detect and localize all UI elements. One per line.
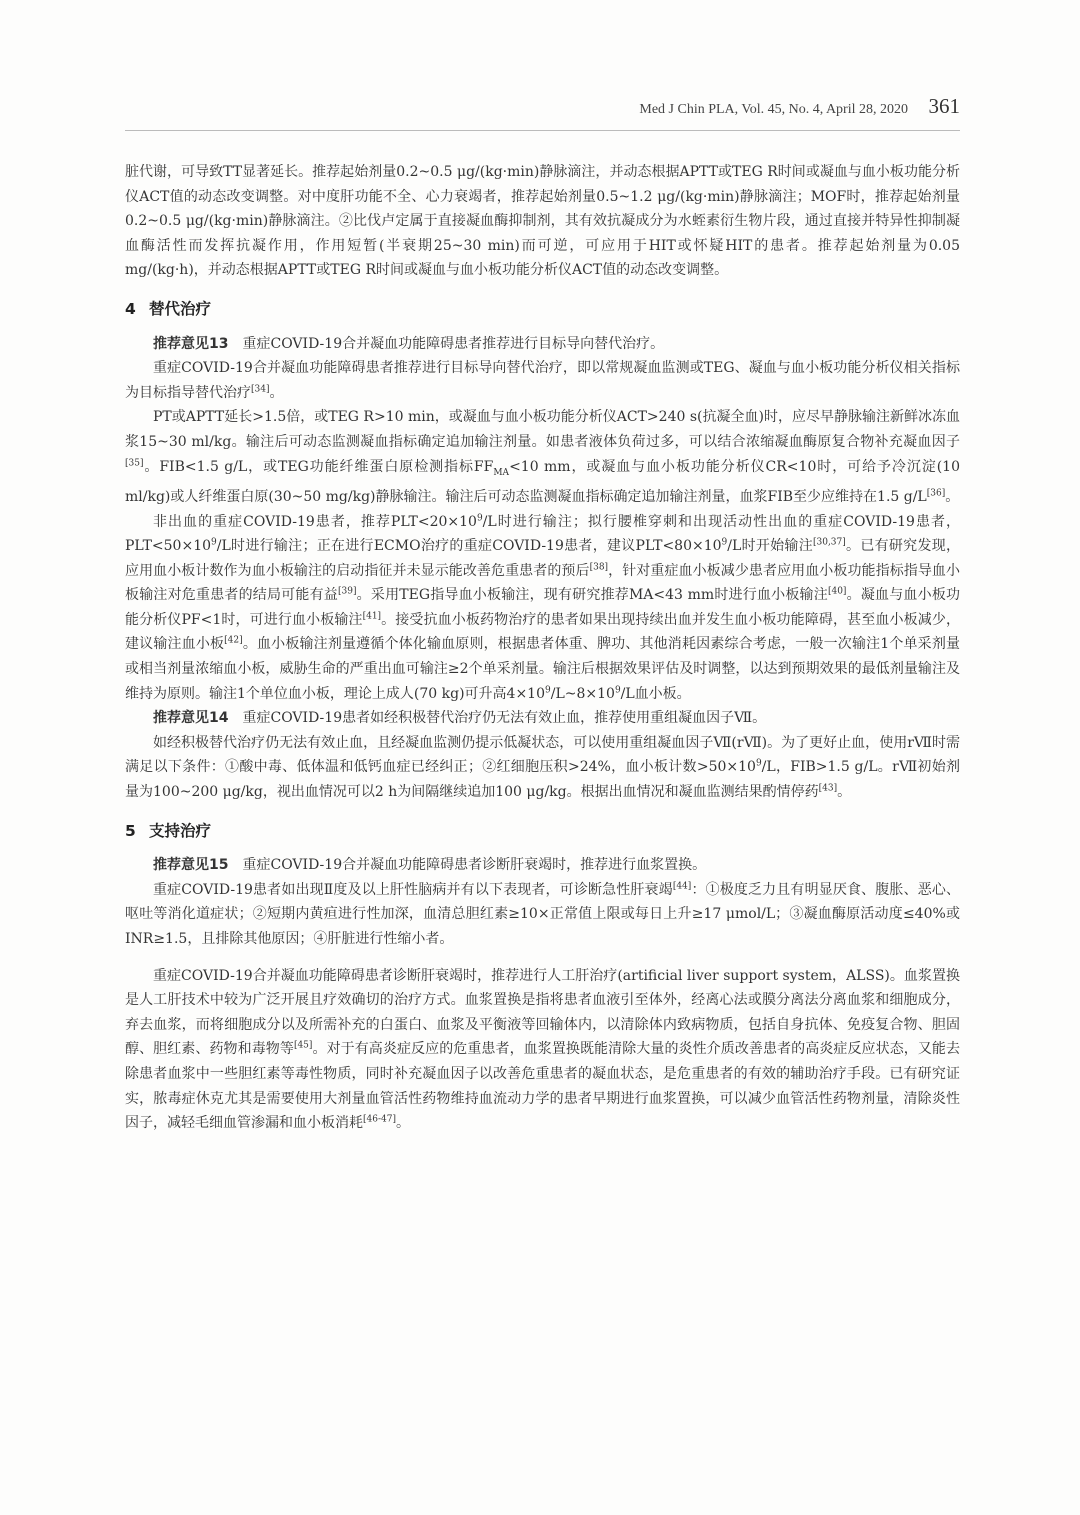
citation: [42] (224, 635, 243, 646)
section-number: 5 (125, 821, 136, 840)
paragraph: 非出血的重症COVID-19患者，推荐$PLT<20\times 10^9/L$时进行输注；拟行腰椎穿刺和出现活动性出血的重症COVID-19患者，$PLT<50\times 10^9/L$时进行输注；正在进行ECMO治疗的重症COVID-19患者，建议$PLT<80\times 10^9/L$时开始输注[30,37]。已有研究发现，应用血小板计数作为血小板输注的启动指征并未显示能改善危重患者的预后[38]，针对重症血小板减少患者应用血小板功能指标指导血小板输注对危重患者的结局可能有益[39]。采用TEG指导血小板输注，现有研究推荐MA<43 mm时进行血小板输注[40]。凝血与血小板功能分析仪PF<1时，可进行血小板输注[41]。接受抗血小板药物治疗的患者如果出现持续出血并发生血小板功能障碍，甚至血小板减少，建议输注血小板[42]。血小板输注剂量遵循个体化输血原则，根据患者体重、脾功、其他消耗因素综合考虑，一般一次输注1个单采剂量或相当剂量浓缩血小板，威胁生命的严重出血可输注≥2个单采剂量。输注后根据效果评估及时调整，以达到预期效果的最低剂量输注及维持为原则。输注1个单位血小板，理论上成人(70 kg)可升高$4\times 10^9/L\sim 8\times 10^9/L$血小板。 (125, 512, 961, 702)
citation: [36] (926, 488, 946, 499)
citation: [44] (672, 881, 692, 892)
section-heading-4 (125, 297, 960, 322)
recommendation-text: 重症COVID-19患者如经积极替代治疗仍无法有效止血，推荐使用重组凝血因子Ⅶ。 (242, 710, 767, 727)
recommendation-label: 推荐意见13 (153, 335, 229, 352)
citation: [39] (337, 586, 357, 597)
citation: [38] (589, 562, 609, 573)
paragraph-continued: 脏代谢，可导致TT显著延长。推荐起始剂量0.2~0.5 μg/(kg·min)静脉滴注，并动态根据APTT或TEG R时间或凝血与血小板功能分析仪ACT值的动态改变调整。对中度肝功能不全、心力衰竭者，推荐起始剂量0.5~1.2 μg/(kg·min)静脉滴注；MOF时，推荐起始剂量0.2~0.5 μg/(kg·min)静脉滴注。②比伐卢定属于直接凝血酶抑制剂，其有效抗凝成分为水蛭素衍生物片段，通过直接并特异性抑制凝血酶活性而发挥抗凝作用，作用短暂(半衰期25~30 min)而可逆，可应用于HIT或怀疑HIT的患者。推荐起始剂量为0.05 mg/(kg·h)，并动态根据APTT或TEG R时间或凝血与血小板功能分析仪ACT值的动态改变调整。 (125, 164, 960, 279)
paragraph: PT或APTT延长>1.5倍，或TEG R>10 min，或凝血与血小板功能分析仪ACT>240 s(抗凝全血)时，应尽早静脉输注新鲜冰冻血浆15~30 ml/kg。输注后可动态监测凝血指标确定追加输注剂量。如患者液体负荷过多，可以结合浓缩凝血酶原复合物补充凝血因子[35]。FIB<1.5 g/L，或TEG功能纤维蛋白原检测指标$FF_{MA}<10$ mm，或凝血与血小板功能分析仪CR<10时，可给予冷沉淀(10 ml/kg)或人纤维蛋白原(30~50 mg/kg)静脉输注。输注后可动态监测凝血指标确定追加输注剂量，血浆FIB至少应维持在1.5 g/L[36]。 (125, 409, 960, 505)
citation: [30,37] (812, 537, 846, 548)
section-title: 替代治疗 (149, 299, 212, 318)
recommendation-14 (125, 706, 960, 731)
section-number: 4 (125, 299, 136, 318)
citation: [43] (818, 783, 838, 794)
recommendation-label: 推荐意见14 (153, 710, 229, 727)
paragraph: 重症COVID-19患者如出现Ⅱ度及以上肝性脑病并有以下表现者，可诊断急性肝衰竭[44]：①极度乏力且有明显厌食、腹胀、恶心、呕吐等消化道症状；②短期内黄疸进行性加深，血清总胆红素≥10×正常值上限或每日上升≥17 μmol/L；③凝血酶原活动度≤40%或INR≥1.5，且排除其他原因；④肝脏进行性缩小者。 (125, 881, 960, 948)
recommendation-13 (125, 332, 960, 357)
page-number: 361 (928, 94, 960, 118)
recommendation-text: 重症COVID-19合并凝血功能障碍患者诊断肝衰竭时，推荐进行血浆置换。 (242, 857, 707, 874)
paragraph: 重症COVID-19合并凝血功能障碍患者诊断肝衰竭时，推荐进行人工肝治疗(artificial liver support system，ALSS)。血浆置换是人工肝技术中较为广泛开展且疗效确切的治疗方式。血浆置换是指将患者血液引至体外，经离心法或膜分离法分离血浆和细胞成分，弃去血浆，而将细胞成分以及所需补充的白蛋白、血浆及平衡液等回输体内，以清除体内致病物质，包括自身抗体、免疫复合物、胆固醇、胆红素、药物和毒物等[45]。对于有高炎症反应的危重患者，血浆置换既能清除大量的炎性介质改善患者的高炎症反应状态，又能去除患者血浆中一些胆红素等毒性物质，同时补充凝血因子以改善危重患者的凝血状态，是危重患者的有效的辅助治疗手段。已有研究证实，脓毒症休克尤其是需要使用大剂量血管活性药物维持血流动力学的患者早期进行血浆置换，可以减少血管活性药物剂量，清除炎性因子，减轻毛细血管渗漏和血小板消耗[46-47]。 (125, 967, 961, 1132)
paragraph: 重症COVID-19合并凝血功能障碍患者推荐进行目标导向替代治疗，即以常规凝血监测或TEG、凝血与血小板功能分析仪相关指标为目标指导替代治疗[34]。 (125, 360, 960, 401)
paragraph: 如经积极替代治疗仍无法有效止血，且经凝血监测仍提示低凝状态，可以使用重组凝血因子Ⅶ(rⅦ)。为了更好止血，使用rⅦ时需满足以下条件：①酸中毒、低体温和低钙血症已经纠正；②红细胞压积>24%，血小板计数$>50\times 10^9/L$，FIB>1.5 g/L。rⅦ初始剂量为100~200 μg/kg，视出血情况可以2 h为间隔继续追加100 μg/kg。根据出血情况和凝血监测结果酌情停药[43]。 (125, 734, 961, 801)
citation: [35] (125, 457, 144, 468)
recommendation-text: 重症COVID-19合并凝血功能障碍患者推荐进行目标导向替代治疗。 (242, 335, 665, 352)
citation: [45] (293, 1040, 313, 1051)
journal-citation: Med J Chin PLA, Vol. 45, No. 4, April 28, 2020 (639, 102, 908, 117)
citation: [46-47] (363, 1114, 396, 1125)
section-title: 支持治疗 (149, 821, 212, 840)
citation: [41] (362, 611, 382, 622)
citation: [34] (251, 384, 270, 395)
running-header (125, 94, 960, 131)
citation: [40] (827, 586, 847, 597)
recommendation-label: 推荐意见15 (153, 857, 229, 874)
recommendation-15 (125, 853, 960, 878)
section-heading-5 (125, 819, 960, 844)
article-body (125, 160, 960, 1136)
